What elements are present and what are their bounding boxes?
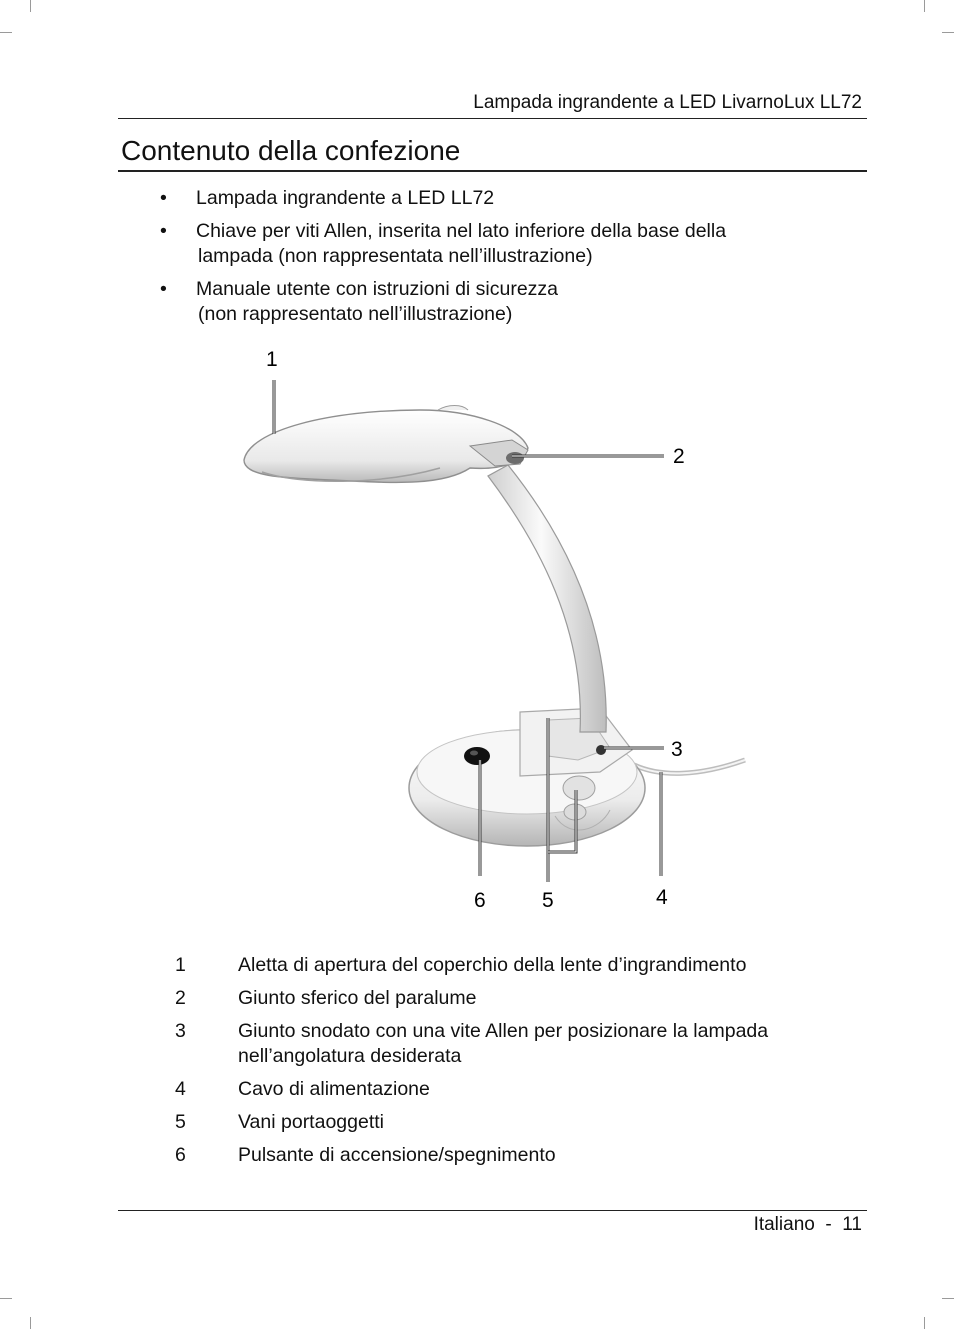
legend-item (175, 1077, 855, 1102)
crop-mark (942, 32, 954, 33)
lamp-drawing (0, 340, 954, 920)
power-button (464, 747, 490, 765)
bullet-icon: • (160, 220, 167, 242)
legend-number: 1 (175, 954, 186, 976)
legend-text: Pulsante di accensione/spegnimento (238, 1144, 556, 1166)
ball-joint (506, 452, 524, 464)
list-item (160, 186, 860, 211)
list-item-text: Manuale utente con istruzioni di sicurezza (196, 278, 559, 300)
legend-text: Giunto snodato con una vite Allen per posizionare la lampada (238, 1020, 769, 1042)
list-item (160, 219, 860, 269)
legend-item (175, 1110, 855, 1135)
legend-text: Aletta di apertura del coperchio della lente d’ingrandimento (238, 954, 747, 976)
list-item-text-cont: lampada (non rappresentata nell’illustrazione) (198, 245, 593, 267)
crop-mark (0, 32, 12, 33)
callout-label-1: 1 (266, 348, 278, 371)
list-item-text-cont: (non rappresentato nell’illustrazione) (198, 303, 513, 325)
list-item (160, 277, 860, 327)
callout-label-5: 5 (542, 889, 554, 912)
list-item-text: Lampada ingrandente a LED LL72 (196, 187, 495, 209)
bullet-icon: • (160, 187, 167, 209)
gooseneck-arm (488, 465, 606, 732)
callout-label-6: 6 (474, 889, 486, 912)
running-header: Lampada ingrandente a LED LivarnoLux LL72 (473, 92, 862, 113)
power-cable (632, 760, 745, 773)
legend-number: 3 (175, 1020, 186, 1042)
crop-mark (924, 1317, 925, 1329)
section-title: Contenuto della confezione (121, 135, 461, 166)
page-footer: Italiano - 11 (753, 1214, 862, 1235)
crop-mark (30, 0, 31, 12)
crop-mark (30, 1317, 31, 1329)
list-item-text: Chiave per viti Allen, inserita nel lato inferiore della base della (196, 220, 727, 242)
legend-text: Cavo di alimentazione (238, 1078, 430, 1100)
lamp-illustration (0, 340, 954, 920)
legend-number: 6 (175, 1144, 186, 1166)
footer-rule (118, 1210, 867, 1211)
parts-legend (175, 953, 855, 1176)
legend-item (175, 986, 855, 1011)
section-rule (118, 170, 867, 172)
callout-label-2: 2 (673, 445, 685, 468)
legend-text: Giunto sferico del paralume (238, 987, 477, 1009)
legend-text-cont: nell’angolatura desiderata (238, 1045, 462, 1067)
legend-item (175, 1019, 855, 1069)
legend-item (175, 953, 855, 978)
callout-label-3: 3 (671, 738, 683, 761)
legend-number: 2 (175, 987, 186, 1009)
bullet-icon: • (160, 278, 167, 300)
legend-text: Vani portaoggetti (238, 1111, 384, 1133)
crop-mark (0, 1298, 12, 1299)
contents-list (160, 186, 860, 335)
legend-number: 4 (175, 1078, 186, 1100)
header-rule (118, 118, 867, 119)
legend-number: 5 (175, 1111, 186, 1133)
callout-label-4: 4 (656, 886, 668, 909)
legend-item (175, 1143, 855, 1168)
crop-mark (942, 1298, 954, 1299)
crop-mark (924, 0, 925, 12)
